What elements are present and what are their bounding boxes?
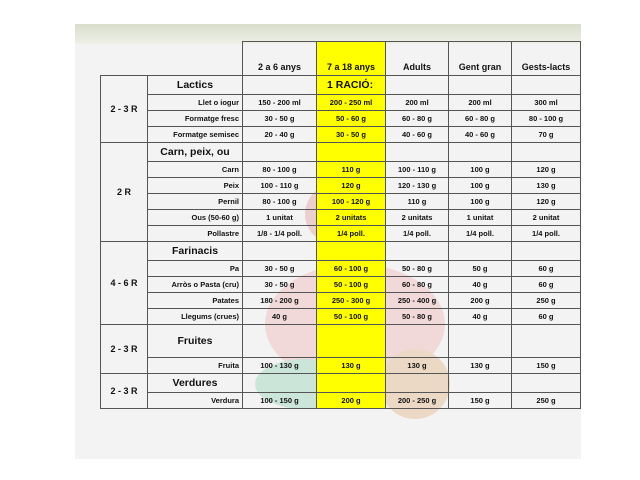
column-header: Gests-lacts: [512, 42, 581, 76]
portion-value: 200 g: [317, 393, 386, 409]
category-empty-cell: [243, 242, 317, 261]
category-empty-cell: [317, 143, 386, 162]
portion-value: 60 - 80 g: [386, 277, 449, 293]
category-title: Carn, peix, ou: [148, 143, 243, 162]
column-header: 7 a 18 anys: [317, 42, 386, 76]
food-item: Pernil: [148, 194, 243, 210]
category-empty-cell: [243, 374, 317, 393]
category-empty-cell: [386, 242, 449, 261]
portion-value: 1/4 poll.: [317, 226, 386, 242]
portion-value: 1/4 poll.: [512, 226, 581, 242]
portion-value: 60 g: [512, 309, 581, 325]
portion-value: 40 g: [449, 309, 512, 325]
category-empty-cell: [386, 374, 449, 393]
portion-value: 50 - 80 g: [386, 261, 449, 277]
table-row: [101, 194, 581, 210]
header-row: [101, 42, 581, 76]
portion-value: 1/8 - 1/4 poll.: [243, 226, 317, 242]
food-item: Pollastre: [148, 226, 243, 242]
portion-value: 200 ml: [386, 95, 449, 111]
category-empty-cell: [512, 76, 581, 95]
table-row: [101, 95, 581, 111]
portion-value: 50 g: [449, 261, 512, 277]
portion-value: 2 unitats: [386, 210, 449, 226]
portion-value: 150 g: [449, 393, 512, 409]
portion-value: 100 - 150 g: [243, 393, 317, 409]
food-item: Llet o iogur: [148, 95, 243, 111]
portion-value: 2 unitats: [317, 210, 386, 226]
table-row: [101, 226, 581, 242]
portion-value: 20 - 40 g: [243, 127, 317, 143]
portion-value: 40 g: [243, 309, 317, 325]
portion-group: 4 - 6 R: [101, 242, 148, 325]
table-row: [101, 358, 581, 374]
food-item: Arròs o Pasta (cru): [148, 277, 243, 293]
category-empty-cell: [449, 374, 512, 393]
portion-value: 60 - 80 g: [449, 111, 512, 127]
food-item: Patates: [148, 293, 243, 309]
portion-value: 60 g: [512, 261, 581, 277]
portion-value: 80 - 100 g: [243, 162, 317, 178]
table-row: [101, 162, 581, 178]
category-empty-cell: [386, 325, 449, 358]
portion-value: 100 - 120 g: [317, 194, 386, 210]
table-row: [101, 393, 581, 409]
portion-table: [100, 41, 581, 409]
food-item: Verdura: [148, 393, 243, 409]
column-header: Gent gran: [449, 42, 512, 76]
category-empty-cell: [317, 325, 386, 358]
column-header: 2 a 6 anys: [243, 42, 317, 76]
portion-value: 120 - 130 g: [386, 178, 449, 194]
portion-value: 120 g: [512, 162, 581, 178]
portion-value: 300 ml: [512, 95, 581, 111]
category-row: [101, 76, 581, 95]
portion-value: 1 unitat: [243, 210, 317, 226]
portion-value: 60 g: [512, 277, 581, 293]
portion-value: 50 - 60 g: [317, 111, 386, 127]
food-item: Pa: [148, 261, 243, 277]
portion-value: 100 - 110 g: [386, 162, 449, 178]
category-empty-cell: [449, 325, 512, 358]
portion-value: 200 - 250 g: [386, 393, 449, 409]
portion-value: 40 g: [449, 277, 512, 293]
category-empty-cell: [386, 76, 449, 95]
category-row: [101, 242, 581, 261]
portion-value: 40 - 60 g: [449, 127, 512, 143]
category-empty-cell: [449, 242, 512, 261]
portion-value: 50 - 80 g: [386, 309, 449, 325]
portion-group: 2 - 3 R: [101, 325, 148, 374]
food-item: Llegums (crues): [148, 309, 243, 325]
table-row: [101, 293, 581, 309]
category-empty-cell: [243, 325, 317, 358]
table-row: [101, 111, 581, 127]
category-empty-cell: [317, 374, 386, 393]
portion-value: 50 - 100 g: [317, 309, 386, 325]
portion-group: 2 R: [101, 143, 148, 242]
portion-value: 180 - 200 g: [243, 293, 317, 309]
food-item: Carn: [148, 162, 243, 178]
portion-value: 2 unitat: [512, 210, 581, 226]
food-item: Formatge fresc: [148, 111, 243, 127]
portion-value: 40 - 60 g: [386, 127, 449, 143]
portion-value: 100 - 130 g: [243, 358, 317, 374]
category-row: [101, 143, 581, 162]
category-empty-cell: [512, 143, 581, 162]
portion-value: 130 g: [512, 178, 581, 194]
table-row: [101, 178, 581, 194]
portion-group: 2 - 3 R: [101, 374, 148, 409]
category-empty-cell: [449, 76, 512, 95]
portion-value: 30 - 50 g: [317, 127, 386, 143]
portion-value: 80 - 100 g: [512, 111, 581, 127]
category-row: [101, 325, 581, 358]
portion-value: 130 g: [386, 358, 449, 374]
category-empty-cell: [243, 143, 317, 162]
portion-value: 150 - 200 ml: [243, 95, 317, 111]
portion-value: 60 - 80 g: [386, 111, 449, 127]
portion-value: 1/4 poll.: [386, 226, 449, 242]
portion-value: 200 g: [449, 293, 512, 309]
category-empty-cell: [512, 242, 581, 261]
table-row: [101, 309, 581, 325]
portion-value: 150 g: [512, 358, 581, 374]
racio-label: 1 RACIÓ:: [317, 76, 386, 95]
column-header: Adults: [386, 42, 449, 76]
portion-value: 100 g: [449, 162, 512, 178]
portion-value: 200 - 250 ml: [317, 95, 386, 111]
portion-value: 30 - 50 g: [243, 111, 317, 127]
portion-value: 1 unitat: [449, 210, 512, 226]
category-empty-cell: [512, 325, 581, 358]
portion-value: 200 ml: [449, 95, 512, 111]
portion-value: 60 - 100 g: [317, 261, 386, 277]
food-item: Formatge semisec: [148, 127, 243, 143]
category-title: Farinacis: [148, 242, 243, 261]
category-title: Fruites: [148, 325, 243, 358]
category-title: Verdures: [148, 374, 243, 393]
category-empty-cell: [449, 143, 512, 162]
food-item: Ous (50-60 g): [148, 210, 243, 226]
portion-value: 1/4 poll.: [449, 226, 512, 242]
portion-value: 70 g: [512, 127, 581, 143]
portion-value: 250 g: [512, 293, 581, 309]
portion-value: 30 - 50 g: [243, 261, 317, 277]
portion-value: 120 g: [317, 178, 386, 194]
food-item: Fruita: [148, 358, 243, 374]
table-row: [101, 210, 581, 226]
portion-value: 30 - 50 g: [243, 277, 317, 293]
portion-value: 130 g: [449, 358, 512, 374]
portion-value: 100 - 110 g: [243, 178, 317, 194]
header-blank: [101, 42, 243, 76]
table-row: [101, 261, 581, 277]
portion-value: 110 g: [386, 194, 449, 210]
portion-value: 250 - 400 g: [386, 293, 449, 309]
category-empty-cell: [243, 76, 317, 95]
portion-value: 100 g: [449, 178, 512, 194]
category-title: Lactics: [148, 76, 243, 95]
portion-value: 80 - 100 g: [243, 194, 317, 210]
portion-value: 50 - 100 g: [317, 277, 386, 293]
portion-value: 250 g: [512, 393, 581, 409]
portion-value: 120 g: [512, 194, 581, 210]
portion-value: 110 g: [317, 162, 386, 178]
portion-value: 250 - 300 g: [317, 293, 386, 309]
category-empty-cell: [386, 143, 449, 162]
table-row: [101, 127, 581, 143]
category-empty-cell: [512, 374, 581, 393]
portion-value: 100 g: [449, 194, 512, 210]
category-row: [101, 374, 581, 393]
table-row: [101, 277, 581, 293]
food-item: Peix: [148, 178, 243, 194]
category-empty-cell: [317, 242, 386, 261]
portion-group: 2 - 3 R: [101, 76, 148, 143]
portion-value: 130 g: [317, 358, 386, 374]
